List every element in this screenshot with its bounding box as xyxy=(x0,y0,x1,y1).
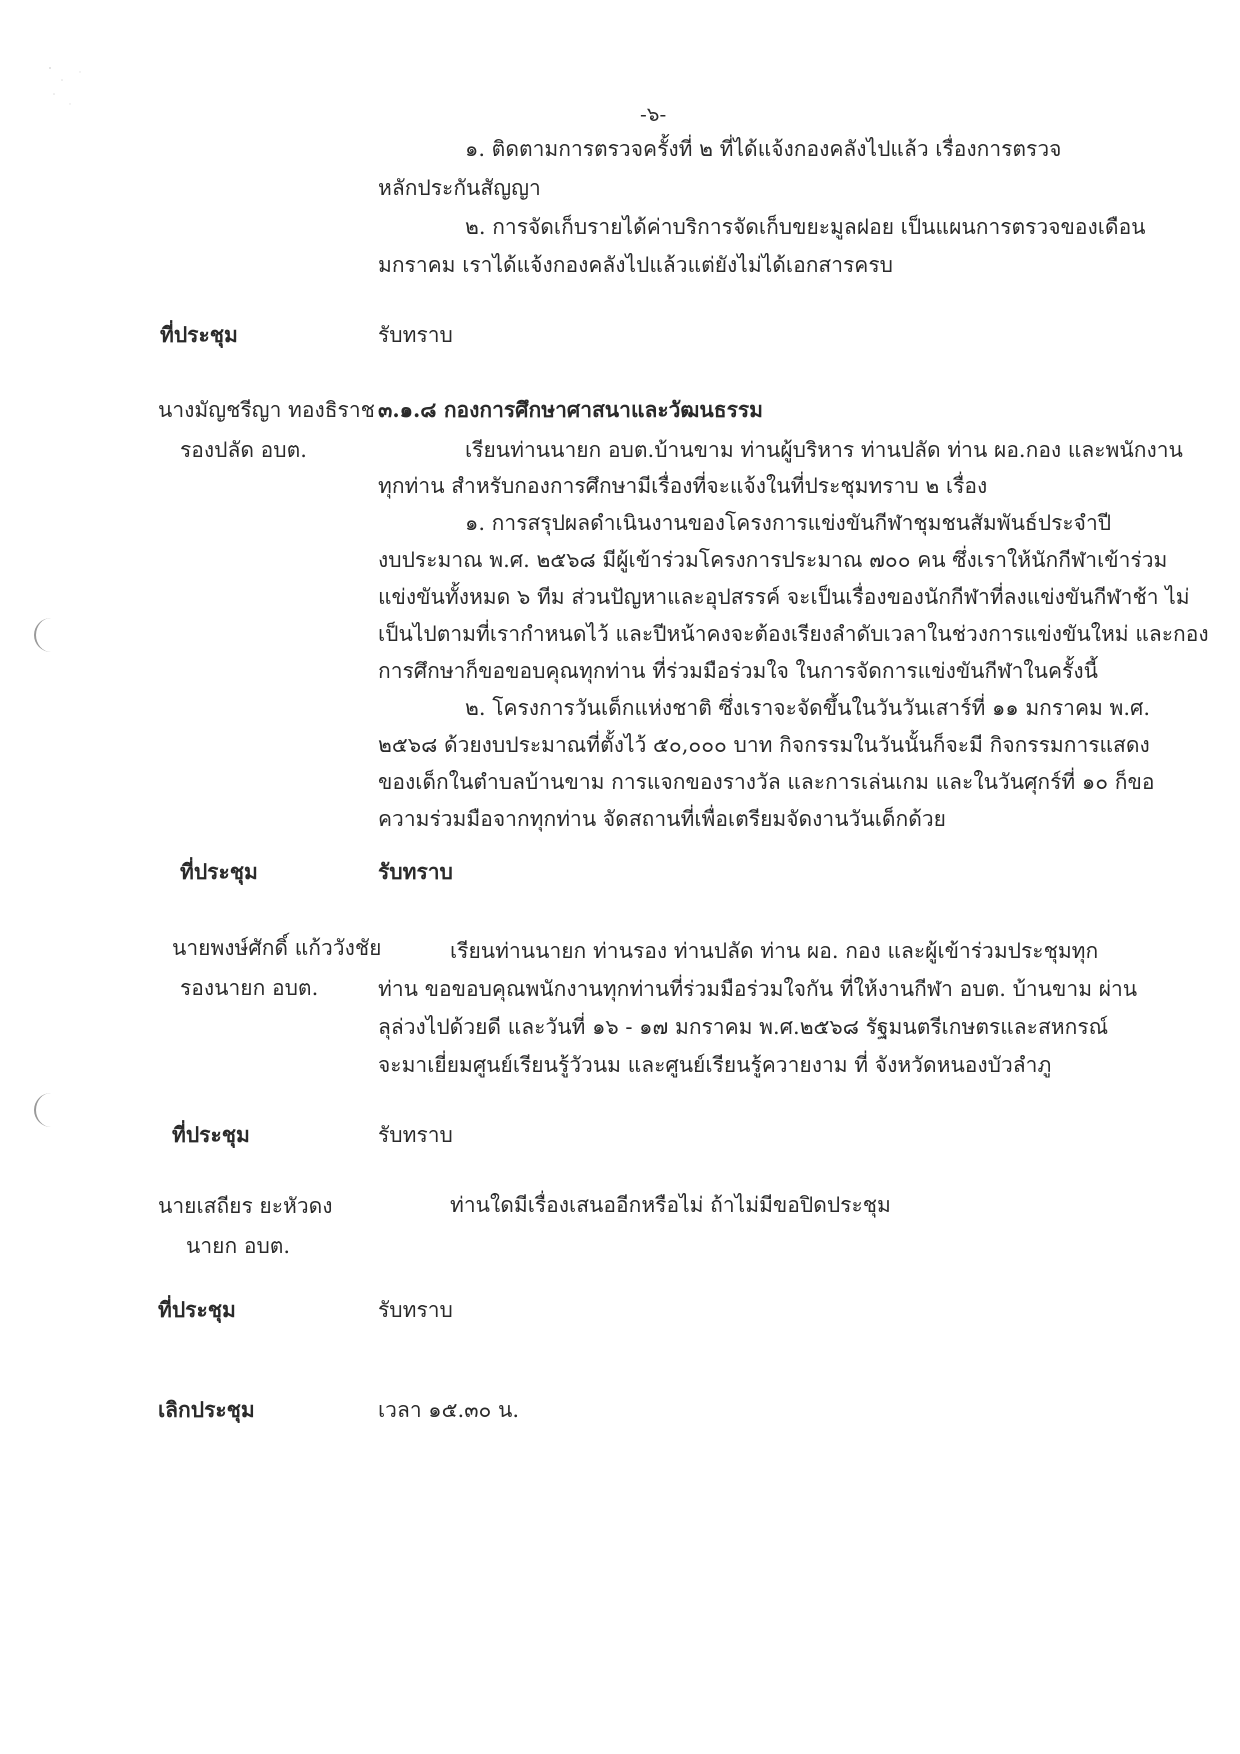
intro-line: หลักประกันสัญญา xyxy=(378,176,541,200)
intro-line: ๒. การจัดเก็บรายได้ค่าบริการจัดเก็บขยะมูลฝอย เป็นแผนการตรวจของเดือน xyxy=(465,215,1146,239)
speech-line: ๒. โครงการวันเด็กแห่งชาติ ซึ่งเราจะจัดขึ้นในวันวันเสาร์ที่ ๑๑ มกราคม พ.ศ. xyxy=(465,696,1151,720)
speech-line: ของเด็กในตำบลบ้านขาม การแจกของรางวัล และการเล่นเกม และในวันศุกร์ที่ ๑๐ ก็ขอ xyxy=(378,770,1155,794)
speech-line: ความร่วมมือจากทุกท่าน จัดสถานที่เพื่อเตรียมจัดงานวันเด็กด้วย xyxy=(378,807,946,831)
speech-line: เรียนท่านนายก ท่านรอง ท่านปลัด ท่าน ผอ. กอง และผู้เข้าร่วมประชุมทุก xyxy=(450,939,1099,963)
speech-line: ๑. การสรุปผลดำเนินงานของโครงการแข่งขันกีฬาชุมชนสัมพันธ์ประจำปี xyxy=(465,511,1112,535)
closing-time: เวลา ๑๕.๓๐ น. xyxy=(378,1398,520,1422)
meeting-label: ที่ประชุม xyxy=(160,322,238,347)
speech-line: ลุล่วงไปด้วยดี และวันที่ ๑๖ - ๑๗ มกราคม พ.ศ.๒๕๖๘ รัฐมนตรีเกษตรและสหกรณ์ xyxy=(378,1015,1109,1039)
speaker-name: นางมัญชรีญา ทองธิราช xyxy=(158,398,375,422)
meeting-label: ที่ประชุม xyxy=(158,1297,236,1322)
speech-line: ๒๕๖๘ ด้วยงบประมาณที่ตั้งไว้ ๕๐,๐๐๐ บาท กิจกรรมในวันนั้นก็จะมี กิจกรรมการแสดง xyxy=(378,733,1150,757)
speaker-title: รองนายก อบต. xyxy=(180,976,319,1000)
speaker-title: นายก อบต. xyxy=(186,1234,291,1258)
meeting-response: รับทราบ xyxy=(378,323,453,347)
intro-line: ๑. ติดตามการตรวจครั้งที่ ๒ ที่ได้แจ้งกองคลังไปแล้ว เรื่องการตรวจ xyxy=(465,137,1062,161)
speech-line: งบประมาณ พ.ศ. ๒๕๖๘ มีผู้เข้าร่วมโครงการประมาณ ๗๐๐ คน ซึ่งเราให้นักกีฬาเข้าร่วม xyxy=(378,548,1168,572)
speech-line: การศึกษาก็ขอขอบคุณทุกท่าน ที่ร่วมมือร่วมใจ ในการจัดการแข่งขันกีฬาในครั้งนี้ xyxy=(378,659,1098,683)
speech-line: เป็นไปตามที่เรากำหนดไว้ และปีหน้าคงจะต้องเรียงลำดับเวลาในช่วงการแข่งขันใหม่ และกอง xyxy=(378,622,1209,646)
speech-line: เรียนท่านนายก อบต.บ้านขาม ท่านผู้บริหาร ท่านปลัด ท่าน ผอ.กอง และพนักงาน xyxy=(465,438,1183,462)
closing-label: เลิกประชุม xyxy=(158,1397,255,1422)
page-number: -๖- xyxy=(640,102,667,126)
speaker-title: รองปลัด อบต. xyxy=(180,438,307,462)
punch-hole-mark xyxy=(34,1093,62,1127)
scan-dust xyxy=(40,60,110,110)
section-heading: ๓.๑.๘ กองการศึกษาศาสนาและวัฒนธรรม xyxy=(378,397,763,422)
meeting-response: รับทราบ xyxy=(378,859,453,884)
meeting-label: ที่ประชุม xyxy=(180,859,258,884)
speech-line: ท่าน ขอขอบคุณพนักงานทุกท่านที่ร่วมมือร่วมใจกัน ที่ให้งานกีฬา อบต. บ้านขาม ผ่าน xyxy=(378,977,1138,1001)
speech-line: ท่านใดมีเรื่องเสนออีกหรือไม่ ถ้าไม่มีขอปิดประชุม xyxy=(450,1193,891,1217)
speech-line: จะมาเยี่ยมศูนย์เรียนรู้วัวนม และศูนย์เรียนรู้ควายงาม ที่ จังหวัดหนองบัวลำภู xyxy=(378,1053,1052,1077)
meeting-response: รับทราบ xyxy=(378,1298,453,1322)
meeting-response: รับทราบ xyxy=(378,1123,453,1147)
speaker-name: นายเสถียร ยะหัวดง xyxy=(158,1194,333,1218)
speech-line: ทุกท่าน สำหรับกองการศึกษามีเรื่องที่จะแจ้งในที่ประชุมทราบ ๒ เรื่อง xyxy=(378,474,988,498)
meeting-label: ที่ประชุม xyxy=(172,1122,250,1147)
speech-line: แข่งขันทั้งหมด ๖ ทีม ส่วนปัญหาและอุปสรรค์ จะเป็นเรื่องของนักกีฬาที่ลงแข่งขันกีฬาช้า ไม่ xyxy=(378,585,1190,609)
punch-hole-mark xyxy=(34,618,62,652)
intro-line: มกราคม เราได้แจ้งกองคลังไปแล้วแต่ยังไม่ได้เอกสารครบ xyxy=(378,253,893,277)
speaker-name: นายพงษ์ศักดิ์ แก้ววังชัย xyxy=(172,936,382,960)
